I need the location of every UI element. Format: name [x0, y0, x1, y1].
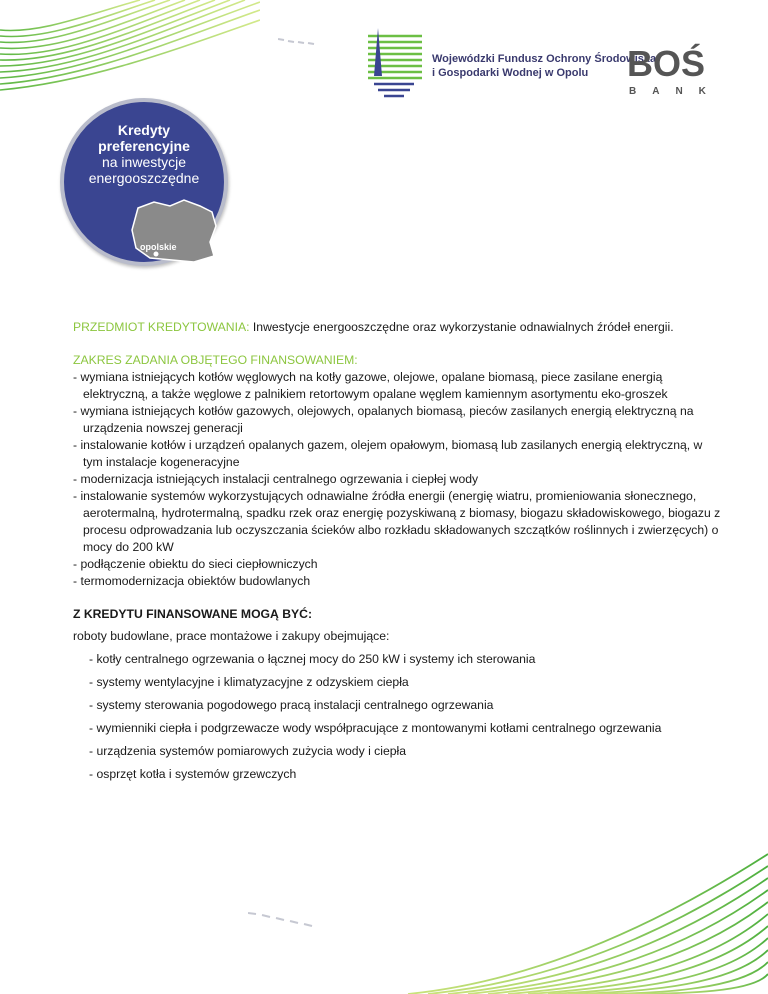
subject-text: Inwestycje energooszczędne oraz wykorzystanie odnawialnych źródeł energii. — [249, 320, 674, 334]
scope-item: - instalowanie systemów wykorzystujących odnawialne źródła energii (energię wiatru, promieniowania słonecznego, aerotermalną, hydrotermalną, spadku rzek oraz energię pozyskiwaną z biomasy, biogazu składowiskowego, biogazu z procesu odprowadzania lub oczyszczania ścieków albo rozkładu składowanych szczątków roślinnych i zwierzęcych) o mocy do 200 kW — [73, 489, 721, 554]
financed-item: - kotły centralnego ogrzewania o łącznej mocy do 250 kW i systemy ich sterowania — [89, 652, 536, 666]
bos-bank-logo — [627, 43, 722, 97]
wfos-name-line1: Wojewódzki Fundusz Ochrony Środowiska — [432, 53, 657, 65]
wfos-name-line2: i Gospodarki Wodnej w Opolu — [432, 67, 589, 79]
financed-item: - osprzęt kotła i systemów grzewczych — [89, 767, 297, 781]
scope-item: - wymiana istniejących kotłów gazowych, olejowych, opalanych biomasą, pieców zasilanych energią elektryczną na urządzenia nowszej generacji — [73, 404, 694, 435]
badge-line1: Kredyty — [117, 122, 171, 138]
scope-item: - instalowanie kotłów i urządzeń opalanych gazem, olejem opałowym, biomasą lub zasilanych energią elektryczną, w tym instalacje kogeneracyjne — [73, 438, 703, 469]
dash-decoration-bottom — [248, 910, 318, 930]
financed-item: - systemy sterowania pogodowego pracą instalacji centralnego ogrzewania — [89, 698, 494, 712]
scope-item: - wymiana istniejących kotłów węglowych na kotły gazowe, olejowe, opalane biomasą, piece zasilane energią elektryczną, a także węglowe z palnikiem retortowym opalane węglem kamiennym asortymentu eko-groszek — [73, 370, 668, 401]
scope-item: - modernizacja istniejących instalacji centralnego ogrzewania i ciepłej wody — [73, 472, 479, 486]
wfos-name — [432, 52, 656, 80]
program-badge — [60, 98, 228, 270]
scope-section — [73, 352, 723, 590]
badge-line2: preferencyjne — [98, 138, 190, 154]
badge-region-label: opolskie — [140, 242, 177, 252]
financed-item: - wymienniki ciepła i podgrzewacze wody współpracujące z montowanymi kotłami centralnego ogrzewania — [89, 721, 662, 735]
badge-line4: energooszczędne — [88, 170, 200, 186]
financed-item: - urządzenia systemów pomiarowych zużycia wody i ciepła — [89, 744, 406, 758]
scope-label: ZAKRES ZADANIA OBJĘTEGO FINANSOWANIEM: — [73, 353, 358, 367]
dash-decoration-top — [278, 36, 318, 48]
wfos-logo — [364, 26, 426, 98]
badge-title — [64, 122, 224, 186]
corner-swoosh-bottom-right — [368, 834, 768, 994]
scope-item: - podłączenie obiektu do sieci ciepłowniczych — [73, 557, 318, 571]
scope-item: - termomodernizacja obiektów budowlanych — [73, 574, 311, 588]
financed-intro: roboty budowlane, prace montażowe i zakupy obejmujące: — [73, 629, 390, 643]
subject-label: PRZEDMIOT KREDYTOWANIA: — [73, 320, 250, 334]
bos-wordmark: BOŚ — [627, 43, 706, 84]
document-body — [73, 319, 723, 789]
financed-label: Z KREDYTU FINANSOWANE MOGĄ BYĆ: — [73, 607, 313, 621]
bos-bank-label: BANK — [629, 86, 722, 97]
subject-section — [73, 319, 723, 336]
badge-line3: na inwestycje — [101, 154, 187, 170]
financed-section — [73, 606, 723, 783]
financed-item: - systemy wentylacyjne i klimatyzacyjne z odzyskiem ciepła — [89, 675, 409, 689]
opolskie-map-icon — [128, 198, 220, 264]
